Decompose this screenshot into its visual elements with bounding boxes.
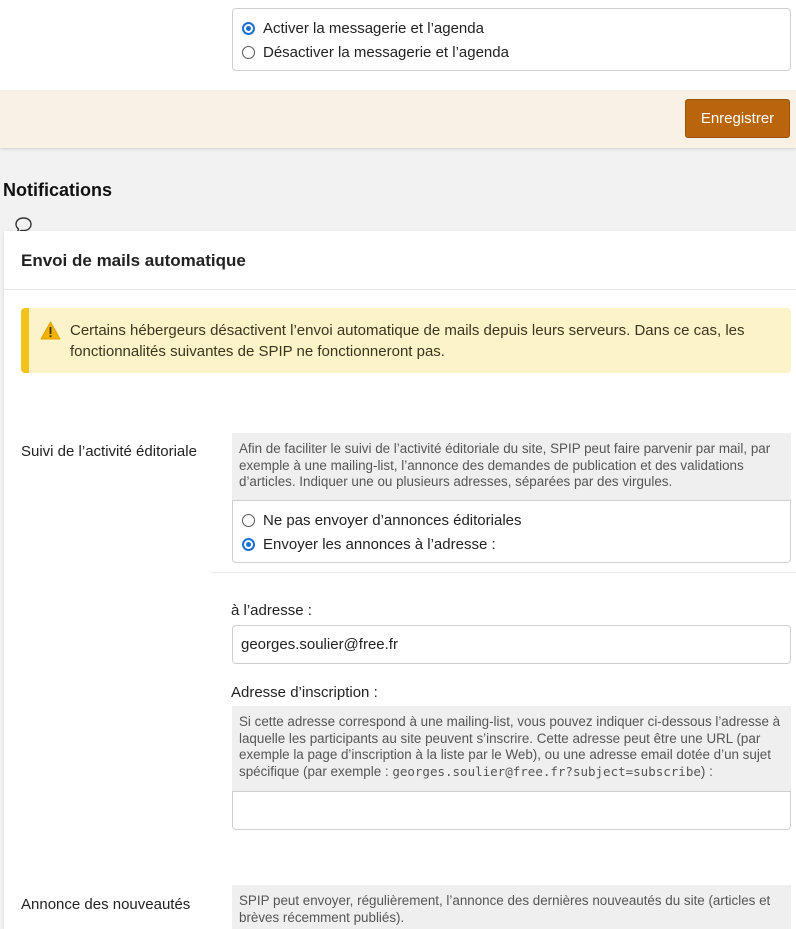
radio-button[interactable]: [242, 46, 255, 59]
subscription-explanation-end: ) :: [700, 763, 713, 779]
radio-label: Activer la messagerie et l’agenda: [263, 19, 484, 37]
warning-text: Certains hébergeurs désactivent l’envoi automatique de mails depuis leurs serveurs. Dans ce cas, les fonctionnalités suivantes de SPIP ne fonctionneront pas.: [70, 322, 745, 360]
news-field-label: Annonce des nouveautés: [21, 896, 191, 913]
radio-button[interactable]: [242, 514, 255, 527]
radio-disable-messaging[interactable]: [242, 40, 790, 64]
subscription-explanation: [232, 706, 791, 791]
form-footer: [0, 90, 796, 148]
subscription-address-label: Adresse d’inscription :: [231, 684, 378, 701]
editorial-explanation: Afin de faciliter le suivi de l’activité éditoriale du site, SPIP peut faire parvenir par mail, par exemple à une mailing-list, l’annonce des demandes de publication et des validations d’articles. Indiquer une ou plusieurs adresses, séparées par des virgules.: [232, 433, 791, 500]
radio-no-announcements[interactable]: [242, 508, 790, 532]
radio-label: Envoyer les annonces à l’adresse :: [263, 535, 496, 553]
warning-triangle-icon: [40, 321, 61, 345]
section-title: Notifications: [3, 180, 113, 200]
radio-label: Désactiver la messagerie et l’agenda: [263, 43, 509, 61]
radio-enable-messaging[interactable]: [242, 16, 790, 40]
warning-notice: [21, 308, 791, 373]
subscription-explanation-text: Si cette adresse correspond à une mailing-list, vous pouvez indiquer ci-dessous l’adresse à laquelle les participants au site peuvent s’inscrire. Cette adresse peut être une URL (par exemple la page d’inscription à la liste par le Web), ou une adresse email dotée d’un sujet spécifique (par exemple :: [239, 714, 781, 779]
editorial-radio-group: [232, 500, 791, 563]
radio-label: Ne pas envoyer d’annonces éditoriales: [263, 511, 522, 529]
messaging-radio-group: [232, 8, 791, 71]
subscription-example-code: georges.soulier@free.fr?subject=subscribe: [392, 763, 701, 779]
radio-send-announcements[interactable]: [242, 532, 790, 556]
radio-button-checked[interactable]: [242, 538, 255, 551]
news-explanation: SPIP peut envoyer, régulièrement, l’annonce des dernières nouveautés du site (articles et brèves récemment publiés).: [232, 885, 791, 929]
save-button[interactable]: Enregistrer: [685, 99, 790, 138]
mail-settings-card: [4, 231, 796, 929]
divider: [4, 289, 796, 290]
radio-button-checked[interactable]: [242, 22, 255, 35]
subscription-address-input[interactable]: [232, 791, 791, 830]
address-input[interactable]: georges.soulier@free.fr: [232, 625, 791, 664]
address-label: à l’adresse :: [231, 602, 312, 619]
card-title: Envoi de mails automatique: [21, 251, 246, 270]
editorial-field-label: Suivi de l’activité éditoriale: [21, 443, 197, 460]
divider: [212, 572, 796, 573]
messaging-settings-card: [0, 0, 796, 148]
